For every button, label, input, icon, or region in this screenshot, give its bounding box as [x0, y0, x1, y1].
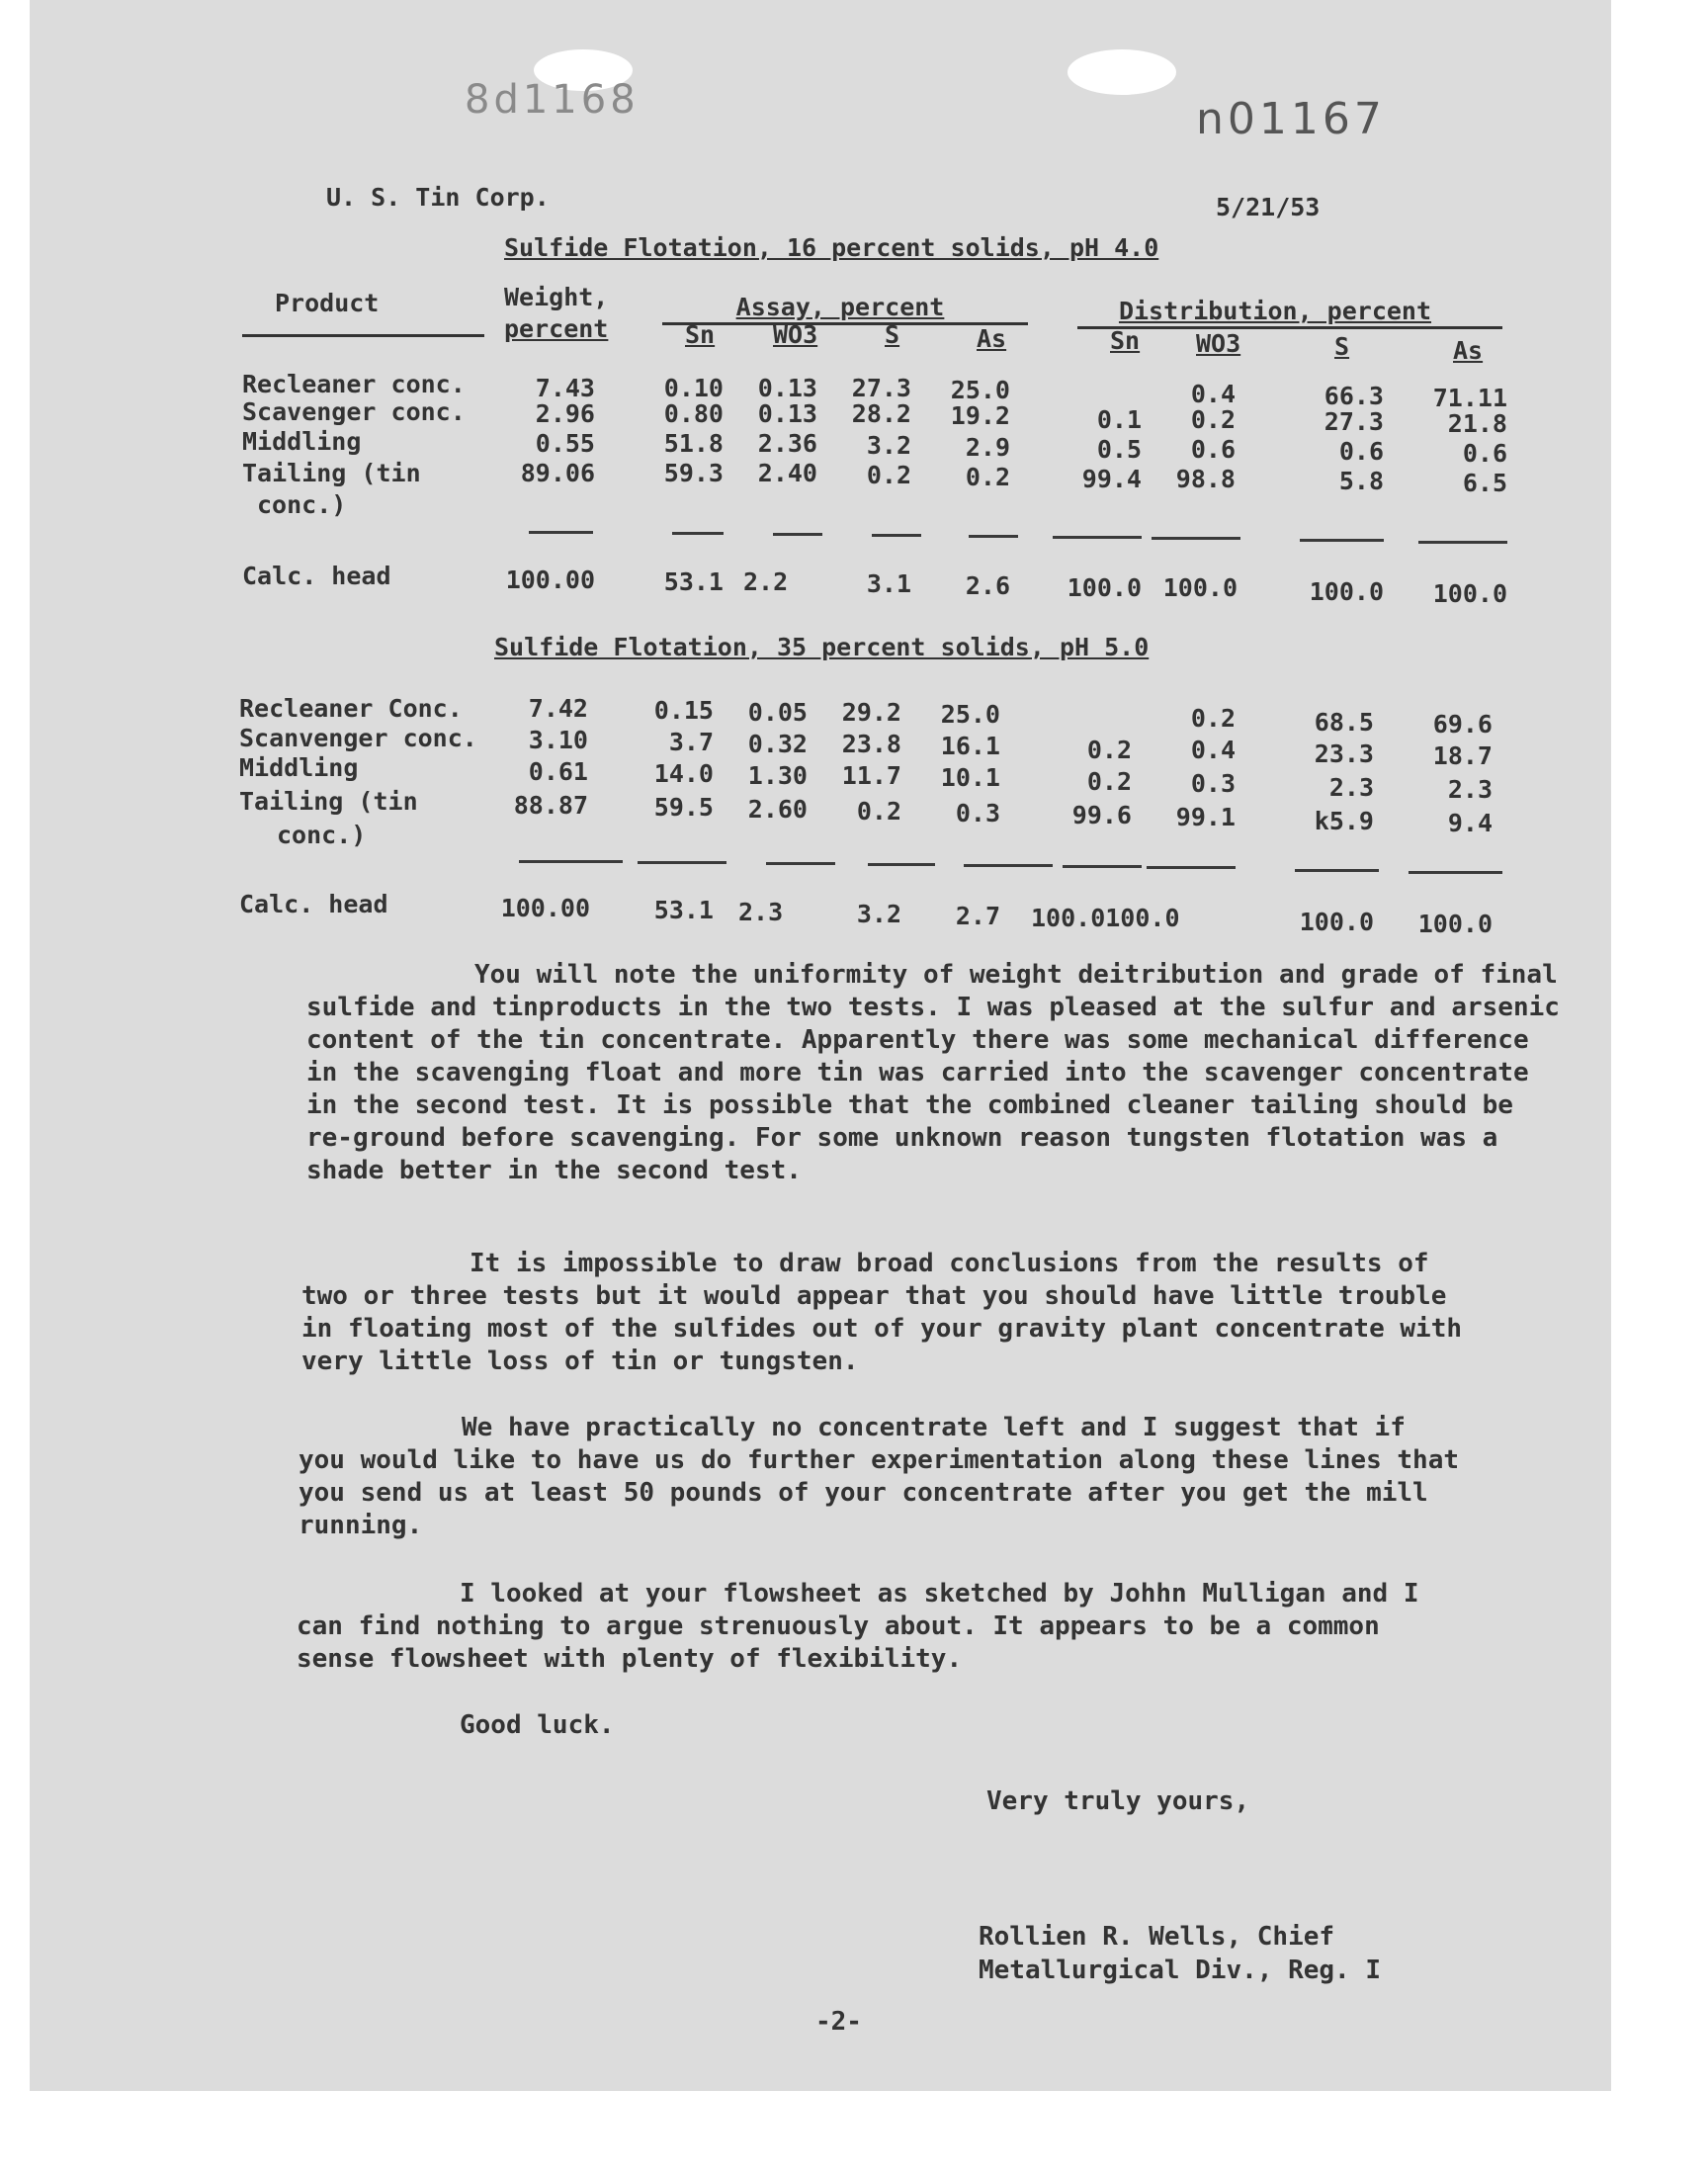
dist-as-header: As	[1453, 336, 1484, 365]
s-cell: 0.2	[856, 797, 901, 826]
punch-hole-right	[1068, 49, 1176, 95]
dist-sn-cell: 0.5	[1096, 435, 1142, 464]
total-rule	[672, 532, 724, 535]
distribution-group-rule	[1077, 326, 1502, 329]
product-cell: Recleaner Conc.	[239, 694, 463, 723]
weight-cell: 3.10	[528, 726, 588, 754]
weight-cell: 2.96	[535, 399, 595, 428]
dist-s-cell: 23.3	[1314, 740, 1374, 768]
signer-division: Metallurgical Div., Reg. I	[979, 1956, 1381, 1985]
total-rule	[1152, 537, 1240, 540]
col-header-weight: Weight,	[504, 283, 609, 311]
weight-cell: 0.55	[535, 429, 595, 458]
dist-wo3-cell: 0.4	[1190, 736, 1236, 764]
s-cell: 3.1	[866, 569, 911, 598]
dist-as-cell: 69.6	[1432, 710, 1493, 739]
dist-as-cell: 100.0	[1417, 910, 1493, 938]
document-page	[30, 0, 1611, 2091]
product-cell-continued: conc.)	[257, 490, 347, 519]
dist-wo3-cell: 0.2	[1190, 405, 1236, 434]
total-rule	[1300, 539, 1384, 542]
dist-as-cell: 71.11	[1432, 384, 1507, 412]
signer-name: Rollien R. Wells, Chief	[979, 1922, 1335, 1952]
sn-cell: 0.80	[663, 399, 724, 428]
page-number: -2-	[815, 2007, 862, 2037]
distribution-group-header: Distribution, percent	[1118, 297, 1432, 325]
assay-sn-header: Sn	[685, 320, 716, 349]
dist-as-cell: 2.3	[1447, 775, 1493, 804]
dist-wo3-cell: 100.0	[1162, 573, 1238, 602]
dist-as-cell: 100.0	[1432, 579, 1507, 608]
sn-cell: 51.8	[663, 429, 724, 458]
sn-cell: 59.3	[663, 459, 724, 487]
table2-title: Sulfide Flotation, 35 percent solids, pH 5.0	[494, 633, 1150, 661]
total-rule	[872, 534, 921, 537]
dist-s-header: S	[1334, 332, 1350, 361]
dist-wo3-cell: 0.2	[1190, 704, 1236, 733]
total-rule	[529, 531, 593, 534]
page-stamp: n01167	[1196, 94, 1386, 144]
dist-s-cell: 100.0	[1309, 577, 1384, 606]
wo3-cell: 1.30	[747, 761, 808, 790]
s-cell: 3.2	[856, 900, 901, 928]
product-cell: Scanvenger conc.	[239, 724, 477, 752]
as-cell: 2.6	[965, 571, 1010, 600]
col-header-weight-unit: percent	[504, 314, 609, 343]
assay-wo3-header: WO3	[773, 320, 818, 349]
as-cell: 2.9	[965, 433, 1010, 462]
s-cell: 0.2	[866, 461, 911, 489]
assay-as-header: As	[977, 324, 1007, 353]
paragraph-3: We have practically no concentrate left and I suggest that if you would like to have us do further experimentation along these lines that you send us at least 50 pounds of your concentrate after you get the mill running.	[299, 1413, 1459, 1540]
product-cell: Middling	[239, 753, 359, 782]
dist-wo3-cell: 0.6	[1190, 435, 1236, 464]
wo3-cell: 0.13	[757, 374, 817, 402]
product-cell: Calc. head	[239, 890, 388, 918]
weight-cell: 0.61	[528, 757, 588, 786]
total-rule	[1295, 869, 1379, 872]
as-cell: 16.1	[940, 732, 1000, 760]
paragraph-4: I looked at your flowsheet as sketched by Johhn Mulligan and I can find nothing to argue strenuously about. It appears to be a common sense flowsheet with plenty of flexibility.	[297, 1579, 1419, 1674]
sn-cell: 0.15	[653, 696, 714, 725]
dist-sn-wo3-cell: 100.0100.0	[1031, 904, 1180, 932]
paragraph-2: It is impossible to draw broad conclusions from the results of two or three tests but it would appear that you should have little trouble in floating most of the sulfides out of your gravity plant concentrate with very little loss of tin or tungsten.	[301, 1249, 1462, 1376]
wo3-cell: 2.60	[747, 795, 808, 824]
dist-s-cell: 66.3	[1324, 382, 1384, 410]
weight-cell: 100.00	[505, 566, 595, 594]
dist-as-cell: 6.5	[1462, 469, 1507, 497]
assay-group-rule	[662, 322, 1028, 325]
assay-group-header: Assay, percent	[735, 293, 945, 321]
wo3-cell: 2.2	[743, 567, 789, 596]
as-cell: 19.2	[950, 401, 1010, 430]
total-rule	[964, 864, 1053, 867]
sn-cell: 0.10	[663, 374, 724, 402]
dist-as-cell: 21.8	[1447, 409, 1507, 438]
product-cell: Tailing (tin	[242, 459, 421, 487]
as-cell: 25.0	[940, 700, 1000, 729]
total-rule	[1063, 865, 1142, 868]
assay-s-header: S	[885, 320, 900, 349]
dist-as-cell: 9.4	[1447, 809, 1493, 837]
dist-wo3-header: WO3	[1196, 329, 1241, 358]
total-rule	[868, 863, 935, 866]
as-cell: 10.1	[940, 763, 1000, 792]
table1-title: Sulfide Flotation, 16 percent solids, pH 4.0	[504, 233, 1159, 262]
dist-s-cell: k5.9	[1314, 807, 1374, 835]
as-cell: 0.2	[965, 463, 1010, 491]
total-rule	[766, 862, 835, 865]
dist-sn-cell: 0.1	[1096, 405, 1142, 434]
good-luck: Good luck.	[460, 1710, 615, 1740]
as-cell: 2.7	[955, 902, 1000, 930]
dist-s-cell: 68.5	[1314, 708, 1374, 737]
total-rule	[1147, 866, 1236, 869]
sn-cell: 59.5	[653, 793, 714, 822]
dist-as-cell: 0.6	[1462, 439, 1507, 468]
s-cell: 23.8	[841, 730, 901, 758]
paragraph-1: You will note the uniformity of weight deitribution and grade of final sulfide and tinproducts in the two tests. I was pleased at the sulfur and arsenic content of the tin concentrate. Apparently there was some mechanical difference in the scavenging float and more tin was carried into the scavenger concentrate in the second test. It is possible that the combined cleaner tailing should be re-ground before scavenging. For some unknown reason tungsten flotation was a shade better in the second test.	[306, 960, 1560, 1185]
dist-wo3-cell: 0.3	[1190, 769, 1236, 798]
dist-s-cell: 0.6	[1338, 437, 1384, 466]
valediction: Very truly yours,	[986, 1786, 1250, 1816]
as-cell: 0.3	[955, 799, 1000, 827]
product-cell: Recleaner conc.	[242, 370, 466, 398]
total-rule	[969, 535, 1018, 538]
product-cell: Tailing (tin	[239, 787, 418, 816]
total-rule	[773, 533, 822, 536]
total-rule	[519, 860, 623, 863]
product-cell: Middling	[242, 427, 362, 456]
dist-s-cell: 2.3	[1328, 773, 1374, 802]
total-rule	[638, 861, 726, 864]
wo3-cell: 2.36	[757, 429, 817, 458]
wo3-cell: 2.40	[757, 459, 817, 487]
col-header-product: Product	[275, 289, 380, 317]
s-cell: 11.7	[841, 761, 901, 790]
total-rule	[1409, 871, 1502, 874]
dist-s-cell: 5.8	[1338, 467, 1384, 495]
dist-wo3-cell: 99.1	[1175, 803, 1236, 831]
s-cell: 28.2	[851, 399, 911, 428]
sn-cell: 3.7	[668, 728, 714, 756]
as-cell: 25.0	[950, 376, 1010, 404]
dist-s-cell: 27.3	[1324, 407, 1384, 436]
sn-cell: 53.1	[663, 567, 724, 596]
dist-wo3-cell: 98.8	[1175, 465, 1236, 493]
dist-as-cell: 18.7	[1432, 741, 1493, 770]
product-cell-continued: conc.)	[277, 821, 367, 849]
weight-cell: 88.87	[513, 791, 588, 820]
faint-stamp: 8d1168	[465, 77, 640, 123]
dist-s-cell: 100.0	[1299, 908, 1374, 936]
s-cell: 29.2	[841, 698, 901, 727]
sn-cell: 53.1	[653, 896, 714, 924]
s-cell: 3.2	[866, 431, 911, 460]
dist-sn-cell: 0.2	[1086, 736, 1132, 764]
weight-cell: 100.00	[500, 894, 590, 922]
wo3-cell: 2.3	[738, 898, 784, 926]
dist-sn-cell: 99.6	[1071, 801, 1132, 829]
wo3-cell: 0.13	[757, 399, 817, 428]
dist-sn-header: Sn	[1110, 326, 1141, 355]
dist-sn-cell: 99.4	[1081, 465, 1142, 493]
product-cell: Scavenger conc.	[242, 397, 466, 426]
weight-cell: 7.43	[535, 374, 595, 402]
weight-cell: 89.06	[520, 459, 595, 487]
s-cell: 27.3	[851, 374, 911, 402]
dist-wo3-cell: 0.4	[1190, 380, 1236, 408]
product-header-rule	[242, 334, 484, 337]
weight-cell: 7.42	[528, 694, 588, 723]
dist-sn-cell: 0.2	[1086, 767, 1132, 796]
total-rule	[1418, 541, 1507, 544]
dist-sn-cell: 100.0	[1067, 573, 1142, 602]
company-name: U. S. Tin Corp.	[326, 183, 550, 212]
wo3-cell: 0.32	[747, 730, 808, 758]
total-rule	[1053, 536, 1142, 539]
wo3-cell: 0.05	[747, 698, 808, 727]
letter-date: 5/21/53	[1216, 193, 1321, 221]
sn-cell: 14.0	[653, 759, 714, 788]
product-cell: Calc. head	[242, 562, 391, 590]
